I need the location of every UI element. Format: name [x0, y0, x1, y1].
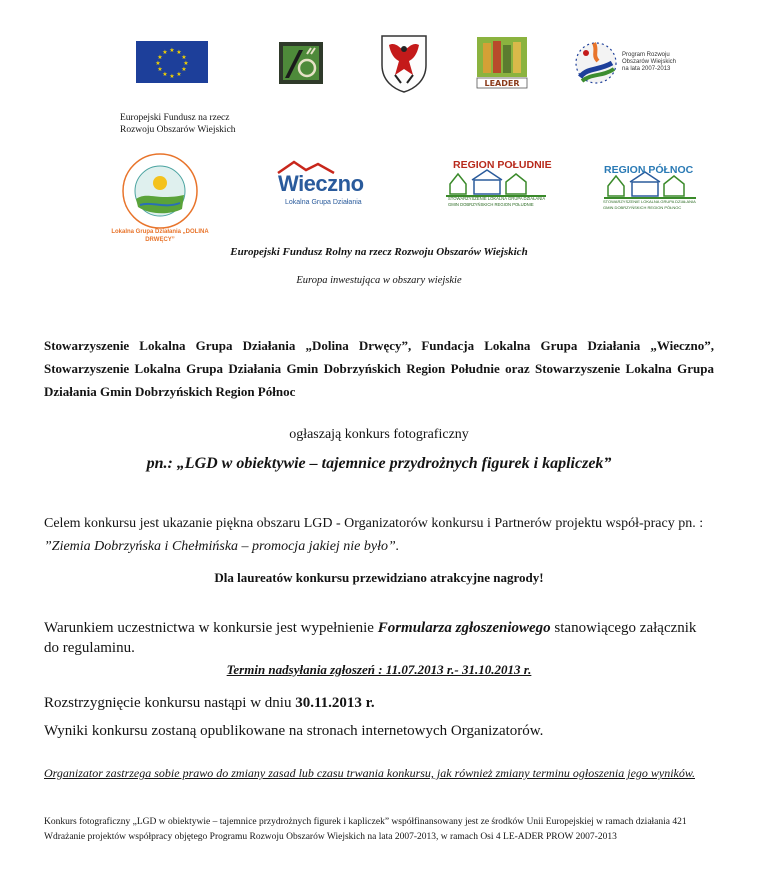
results-date-value: 30.11.2013 r. [295, 695, 375, 711]
svg-text:★: ★ [157, 54, 163, 61]
goal-text: Celem konkursu jest ukazanie piękna obszaru LGD - Organizatorów konkursu i Partnerów projektu współ-pracy pn. : [44, 516, 704, 531]
prow-logo-text [622, 52, 676, 73]
svg-text:★: ★ [155, 60, 161, 67]
region-polnoc-sub [603, 199, 699, 211]
leader-logo [277, 40, 325, 86]
eu-caption-line-2: Rozwoju Obszarów Wiejskich [120, 125, 236, 135]
region-polnoc-sub-2: GMIN DOBRZYŃSKICH REGION PÓŁNOC [603, 205, 682, 210]
svg-text:★: ★ [169, 47, 175, 54]
organizers-paragraph: Stowarzyszenie Lokalna Grupa Działania „Dolina Drwęcy”, Fundacja Lokalna Grupa Działania „Wieczno”, Stowarzyszenie Lokalna Grupa Działania Gmin Dobrzyńskich Region Południe oraz Stowarzyszenie Lokalna Grupa Działania Gmin Dobrzyńskich Region Północ [44, 338, 714, 399]
coat-of-arms-logo [379, 31, 429, 93]
announcement: ogłaszają konkurs fotograficzny [289, 427, 469, 442]
deadline-line: Termin nadsyłania zgłoszeń : 11.07.2013 r.- 31.10.2013 r. [226, 662, 532, 677]
results-date-text: Rozstrzygnięcie konkursu nastąpi w dniu [44, 695, 296, 711]
condition-after: stanowiącego załącznik do regulaminu. [44, 620, 697, 656]
condition-paragraph [44, 618, 714, 658]
svg-text:★: ★ [183, 60, 189, 67]
svg-text:★: ★ [169, 73, 175, 80]
eu-caption-line-1: Europejski Fundusz na rzecz [120, 113, 230, 123]
svg-text:★: ★ [176, 49, 182, 56]
disclaimer: Organizator zastrzega sobie prawo do zmiany zasad lub czasu trwania konkursu, jak również zmiany terminu ogłoszenia jego wyników. [44, 766, 695, 780]
condition-before: Warunkiem uczestnictwa w konkursie jest wypełnienie [44, 620, 378, 636]
region-poludnie-sub-2: GMIN DOBRZYŃSKICH REGION POŁUDNIE [448, 202, 534, 207]
wieczno-subtitle: Lokalna Grupa Działania [285, 199, 362, 206]
fund-title: Europejski Fundusz Rolny na rzecz Rozwoju Obszarów Wiejskich [230, 246, 528, 258]
prow-logo-sub: na lata 2007-2013 [622, 66, 671, 72]
svg-text:★: ★ [157, 66, 163, 73]
condition-form-name: Formularza zgłoszeniowego [377, 620, 551, 636]
eu-caption [120, 112, 236, 136]
svg-text:★: ★ [176, 71, 182, 78]
svg-text:LEADER: LEADER [484, 79, 520, 88]
results-publish: Wyniki konkursu zostaną opublikowane na stronach internetowych Organizatorów. [44, 723, 544, 739]
eu-flag-logo [136, 41, 208, 83]
results-date [44, 692, 714, 715]
region-polnoc-sub-1: STOWARZYSZENIE LOKALNA GRUPA DZIAŁANIA [603, 199, 696, 204]
prow-logo-title: Program Rozwoju Obszarów Wiejskich [622, 52, 677, 65]
footer-note: Konkurs fotograficzny „LGD w obiektywie – tajemnice przydrożnych figurek i kapliczek” współfinansowany jest ze środków Unii Europejskiej w ramach działania 421 Wdrażanie projektów współpracy objętego Programu Rozwoju Obszarów Wiejskich na lata 2007-2013, w ramach Osi 4 LE-ADER PROW 2007-2013 [44, 817, 687, 842]
region-polnoc-title: REGION PÓŁNOC [604, 164, 694, 176]
region-poludnie-sub-1: STOWARZYSZENIE LOKALNA GRUPA DZIAŁANIA [448, 196, 546, 201]
svg-text:★: ★ [162, 71, 168, 78]
leader-color-logo [475, 35, 529, 90]
dolina-drwecy-logo [120, 151, 200, 231]
goal-paragraph [44, 512, 714, 558]
prizes-note: Dla laureatów konkursu przewidziano atrakcyjne nagrody! [214, 570, 544, 585]
svg-text:★: ★ [162, 49, 168, 56]
fund-motto: Europa inwestująca w obszary wiejskie [296, 275, 462, 286]
svg-text:★: ★ [181, 66, 187, 73]
dolina-drwecy-text: Lokalna Grupa Działania „DOLINA DRWĘCY” [111, 229, 209, 243]
wieczno-title: Wieczno [278, 171, 364, 196]
region-poludnie-sub [448, 196, 548, 208]
region-poludnie-title: REGION POŁUDNIE [453, 159, 552, 171]
contest-title: pn.: „LGD w obiektywie – tajemnice przydrożnych figurek i kapliczek” [146, 455, 612, 472]
svg-text:★: ★ [181, 54, 187, 61]
goal-project-name: ”Ziemia Dobrzyńska i Chełmińska – promocja jakiej nie było”. [44, 539, 400, 554]
